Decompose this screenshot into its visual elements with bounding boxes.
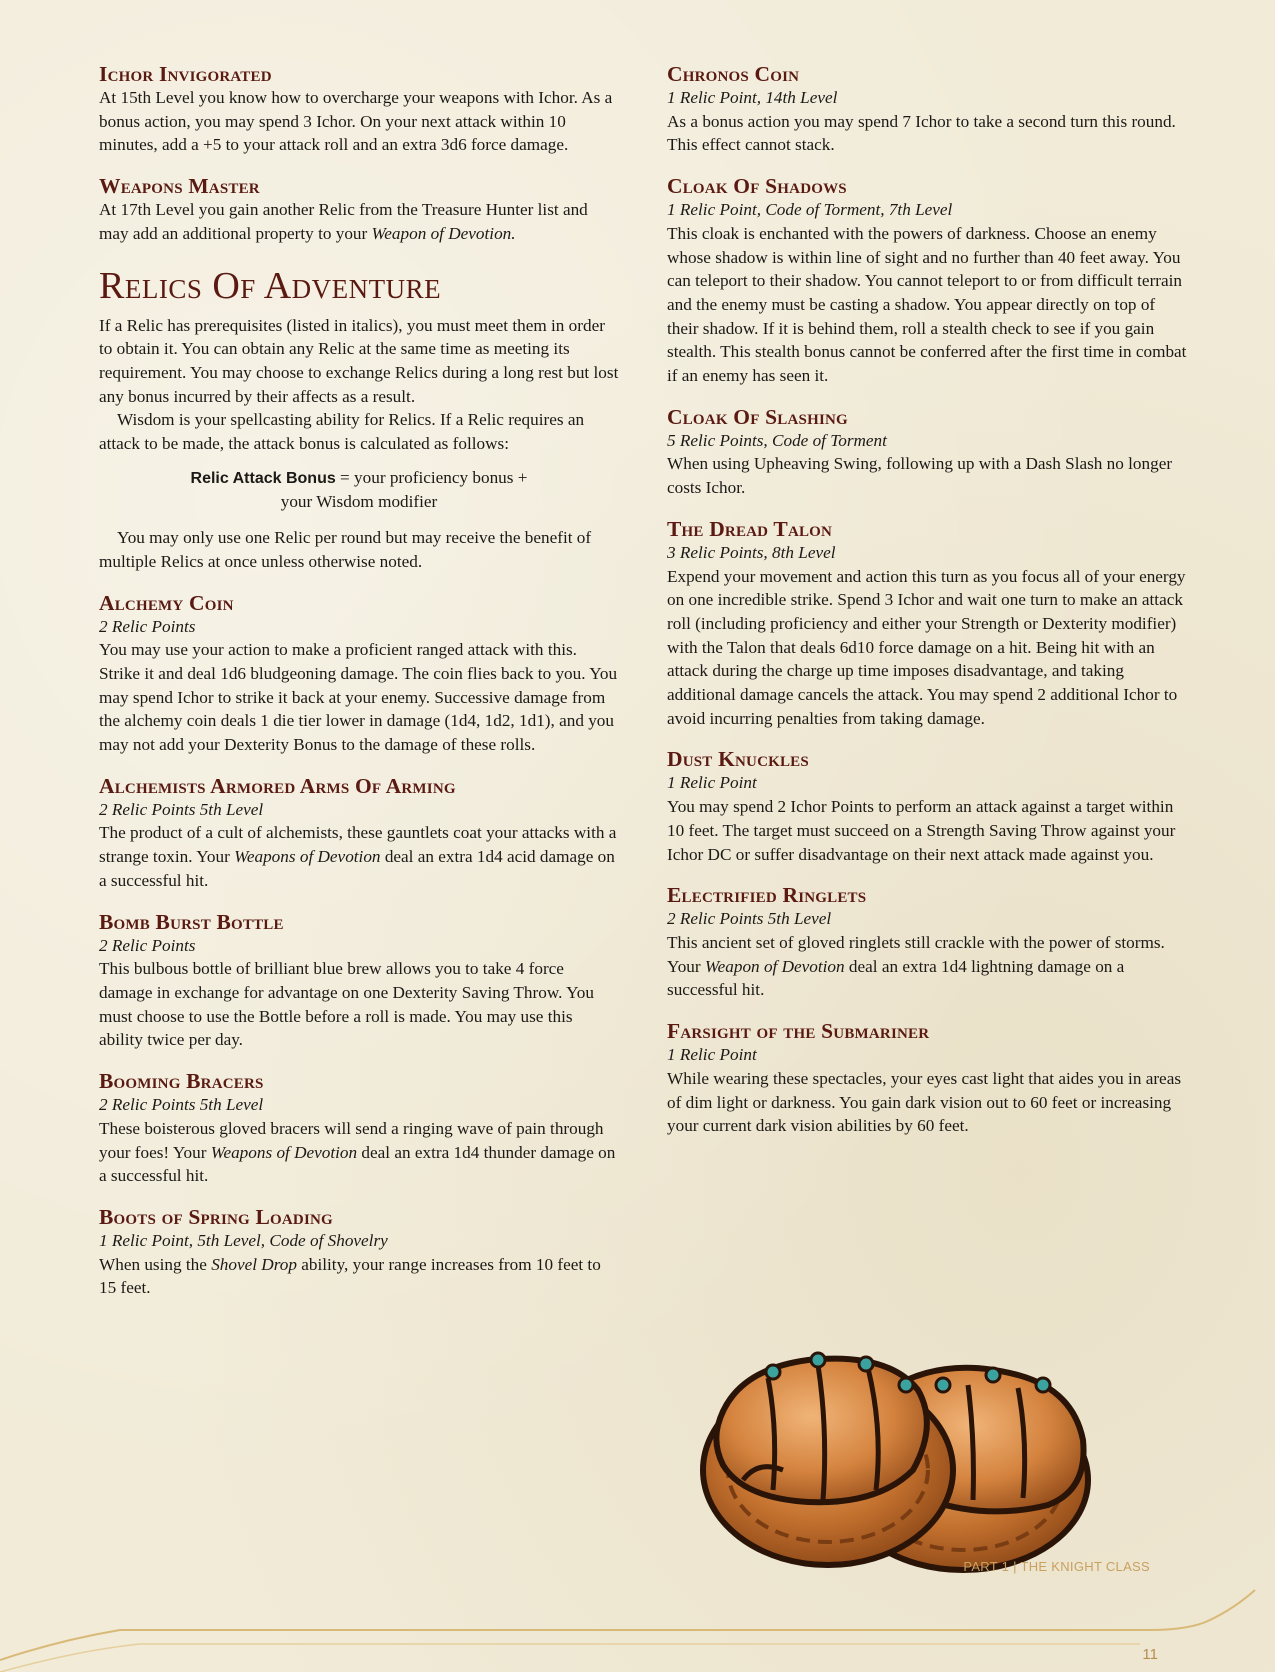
entry-prerequisites: 1 Relic Point, 5th Level, Code of Shovelry	[99, 1230, 388, 1250]
entry-alchemy-coin	[99, 591, 619, 757]
section-paragraph: Wisdom is your spellcasting ability for Relics. If a Relic requires an attack to be made, the attack bonus is calculated as follows:	[99, 410, 585, 454]
left-column	[99, 62, 619, 1317]
entry-body: While wearing these spectacles, your eyes cast light that aides you in areas of dim light or darkness. You gain dark vision out to 60 feet or increasing your current dark vision abilities by 60 feet.	[667, 1068, 1182, 1136]
entry-body: When using Upheaving Swing, following up with a Dash Slash no longer costs Ichor.	[667, 454, 1173, 498]
entry-title: Bomb Burst Bottle	[99, 909, 284, 934]
entry-body-text: These boisterous gloved bracers will send a ringing wave of pain through your foes! Your	[99, 1118, 604, 1162]
formula-label: Relic Attack Bonus	[190, 469, 336, 487]
section-paragraph: If a Relic has prerequisites (listed in italics), you must meet them in order to obtain it. You can obtain any Relic at the same time as meeting its requirement. You may choose to exchange Relics during a long rest but lost any bonus incurred by their affects as a result.	[99, 315, 619, 406]
entry-boots-of-spring-loading	[99, 1205, 619, 1300]
entry-title: Weapons Master	[99, 174, 260, 199]
entry-weapons-master	[99, 174, 619, 245]
footer-section-label: PART 1 | THE KNIGHT CLASS	[963, 1559, 1150, 1574]
page-number: 11	[1142, 1646, 1158, 1663]
section-paragraph: You may only use one Relic per round but may receive the benefit of multiple Relics at once unless otherwise noted.	[99, 528, 592, 571]
entry-prerequisites: 1 Relic Point, Code of Torment, 7th Level	[667, 200, 953, 220]
entry-body	[99, 821, 619, 892]
entry-the-dread-talon	[667, 517, 1187, 731]
entry-body: As a bonus action you may spend 7 Ichor to take a second turn this round. This effect cannot stack.	[667, 111, 1176, 155]
section-title: Relics Of Adventure	[99, 264, 442, 307]
entry-chronos-coin	[667, 62, 1187, 157]
entry-alchemists-armored-arms	[99, 774, 619, 893]
entry-title: Electrified Ringlets	[667, 883, 867, 908]
entry-body	[667, 931, 1187, 1002]
entry-body-text: deal an extra 1d4 acid damage on a successful hit.	[99, 847, 615, 890]
entry-body-emphasis: Weapon of Devotion	[704, 956, 845, 976]
entry-body-emphasis: Weapons of Devotion	[210, 1142, 358, 1162]
bronze-knuckles-illustration	[688, 1330, 1128, 1580]
right-column	[667, 62, 1187, 1155]
entry-title: Farsight of the Submariner	[667, 1019, 930, 1044]
footer-ornament	[0, 1560, 1275, 1672]
entry-ichor-invigorated	[99, 62, 619, 157]
entry-body: You may use your action to make a proficient ranged attack with this. Strike it and deal 1d6 bludgeoning damage. The coin flies back to you. You may spend Ichor to strike it back at your enemy. Successive damage from the alchemy coin deals 1 die tier lower in damage (1d4, 1d2, 1d1), and you may not add your Dexterity Bonus to the damage of these rolls.	[99, 640, 618, 755]
entry-title: Boots of Spring Loading	[99, 1204, 333, 1229]
entry-cloak-of-shadows	[667, 174, 1187, 388]
entry-title: Chronos Coin	[667, 62, 800, 86]
entry-prerequisites: 1 Relic Point	[667, 773, 757, 793]
entry-cloak-of-slashing	[667, 405, 1187, 500]
entry-prerequisites: 2 Relic Points	[99, 935, 196, 955]
entry-booming-bracers	[99, 1069, 619, 1188]
entry-prerequisites: 2 Relic Points 5th Level	[99, 1095, 264, 1115]
formula-line-2: your Wisdom modifier	[280, 492, 438, 512]
entry-prerequisites: 2 Relic Points	[99, 616, 196, 636]
entry-body-text: ability, your range increases from 10 feet to 15 feet.	[99, 1254, 601, 1298]
entry-body: This bulbous bottle of brilliant blue brew allows you to take 4 force damage in exchange for advantage on one Dexterity Saving Throw. You must choose to use the Bottle before a roll is made. You may use this ability twice per day.	[99, 959, 594, 1050]
entry-body	[99, 1117, 619, 1188]
entry-body-emphasis: Shovel Drop	[211, 1254, 297, 1274]
entry-title: The Dread Talon	[667, 516, 833, 541]
entry-title: Cloak Of Shadows	[667, 174, 847, 199]
entry-body-text: deal an extra 1d4 thunder damage on a successful hit.	[99, 1142, 616, 1186]
entry-prerequisites: 5 Relic Points, Code of Torment	[667, 430, 887, 450]
entry-body-text: This ancient set of gloved ringlets still crackle with the power of storms. Your	[667, 932, 1165, 976]
entry-body	[99, 198, 619, 245]
entry-title: Dust Knuckles	[667, 747, 809, 772]
entry-body-emphasis: Weapon of Devotion.	[371, 223, 516, 243]
formula-line-1: = your proficiency bonus +	[335, 467, 528, 487]
entry-body-emphasis: Weapons of Devotion	[234, 847, 381, 867]
entry-body-text: The product of a cult of alchemists, these gauntlets coat your attacks with a strange toxin. Your	[99, 823, 617, 867]
entry-body-text: deal an extra 1d4 lightning damage on a successful hit.	[667, 956, 1125, 1000]
entry-prerequisites: 1 Relic Point, 14th Level	[667, 88, 838, 107]
entry-prerequisites: 1 Relic Point	[667, 1045, 757, 1065]
entry-body: At 15th Level you know how to overcharge your weapons with Ichor. As a bonus action, you may spend 3 Ichor. On your next attack within 10 minutes, add a +5 to your attack roll and an extra 3d6 force damage.	[99, 88, 613, 155]
entry-prerequisites: 2 Relic Points 5th Level	[99, 799, 264, 819]
left-knuckle-icon	[703, 1353, 953, 1565]
entry-body-text: When using the	[99, 1254, 212, 1274]
attack-bonus-formula	[99, 466, 619, 514]
entry-title: Alchemy Coin	[99, 590, 234, 615]
entry-dust-knuckles	[667, 747, 1187, 866]
entry-title: Ichor Invigorated	[99, 62, 272, 86]
entry-title: Cloak Of Slashing	[667, 404, 848, 429]
entry-title: Alchemists Armored Arms Of Arming	[99, 773, 456, 798]
entry-prerequisites: 3 Relic Points, 8th Level	[667, 542, 836, 562]
entry-electrified-ringlets	[667, 883, 1187, 1002]
entry-body: Expend your movement and action this turn as you focus all of your energy on one incredible strike. Spend 3 Ichor and wait one turn to make an attack roll (including proficiency and either your Strength or Dexterity modifier) with the Talon that deals 6d10 force damage on a hit. Being hit with an attack during the charge up time imposes disadvantage, and taking additional damage cancels the attack. You may spend 2 additional Ichor to avoid incurring penalties from taking damage.	[667, 566, 1186, 728]
entry-title: Booming Bracers	[99, 1069, 264, 1094]
entry-bomb-burst-bottle	[99, 910, 619, 1053]
entry-body: You may spend 2 Ichor Points to perform an attack against a target within 10 feet. The target must succeed on a Strength Saving Throw against your Ichor DC or suffer disadvantage on their next attack made against you.	[667, 797, 1176, 864]
entry-body-text: At 17th Level you gain another Relic from the Treasure Hunter list and may add an additional property to your	[99, 200, 588, 243]
entry-farsight-of-the-submariner	[667, 1019, 1187, 1138]
entry-prerequisites: 2 Relic Points 5th Level	[667, 909, 832, 929]
entry-body	[99, 1253, 619, 1300]
entry-body: This cloak is enchanted with the powers of darkness. Choose an enemy whose shadow is within line of sight and no further than 40 feet away. You can teleport to their shadow. You cannot teleport to or from difficult terrain and the enemy must be casting a shadow. You appear directly on top of their shadow. If it is behind them, roll a stealth check to see if you gain stealth. This stealth bonus cannot be conferred after the first time in combat if an enemy has seen it.	[667, 223, 1187, 386]
